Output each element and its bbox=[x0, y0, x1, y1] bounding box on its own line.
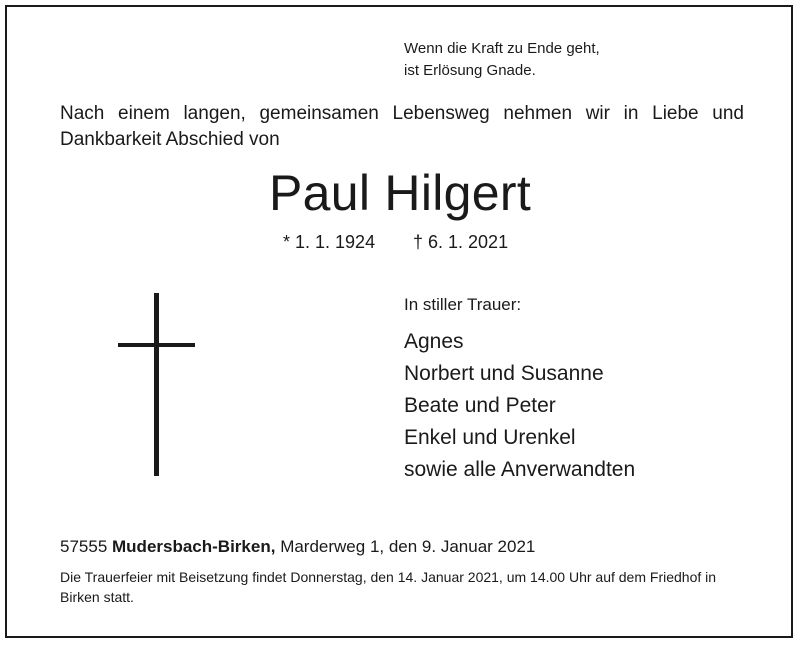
address-street-date: Marderweg 1, den 9. Januar 2021 bbox=[280, 537, 536, 556]
mourner-name: sowie alle Anverwandten bbox=[404, 458, 636, 481]
cross-vertical-bar bbox=[154, 293, 159, 476]
mourner-name: Beate und Peter bbox=[404, 394, 556, 417]
address-line bbox=[60, 536, 535, 558]
cross-horizontal-bar bbox=[118, 343, 195, 347]
address-city: Mudersbach-Birken, bbox=[112, 537, 276, 556]
motto-line-2: ist Erlösung Gnade. bbox=[404, 62, 536, 79]
intro-text: Nach einem langen, gemeinsamen Lebensweg nehmen wir in Liebe und Dankbarkeit Abschied von bbox=[60, 103, 744, 150]
address-postcode: 57555 bbox=[60, 537, 108, 556]
mourner-name: Enkel und Urenkel bbox=[404, 426, 576, 449]
funeral-note: Die Trauerfeier mit Beisetzung findet Donnerstag, den 14. Januar 2021, um 14.00 Uhr auf dem Friedhof in Birken statt. bbox=[60, 569, 717, 605]
mourner-name: Norbert und Susanne bbox=[404, 362, 604, 385]
motto-line-1: Wenn die Kraft zu Ende geht, bbox=[404, 40, 600, 57]
deceased-name: Paul Hilgert bbox=[268, 165, 532, 221]
birth-date: * 1. 1. 1924 bbox=[283, 232, 376, 252]
death-date: † 6. 1. 2021 bbox=[413, 232, 509, 252]
motto-quote bbox=[404, 38, 600, 82]
mourners-list bbox=[404, 326, 635, 486]
mourning-label: In stiller Trauer: bbox=[404, 295, 522, 314]
mourner-name: Agnes bbox=[404, 330, 464, 353]
